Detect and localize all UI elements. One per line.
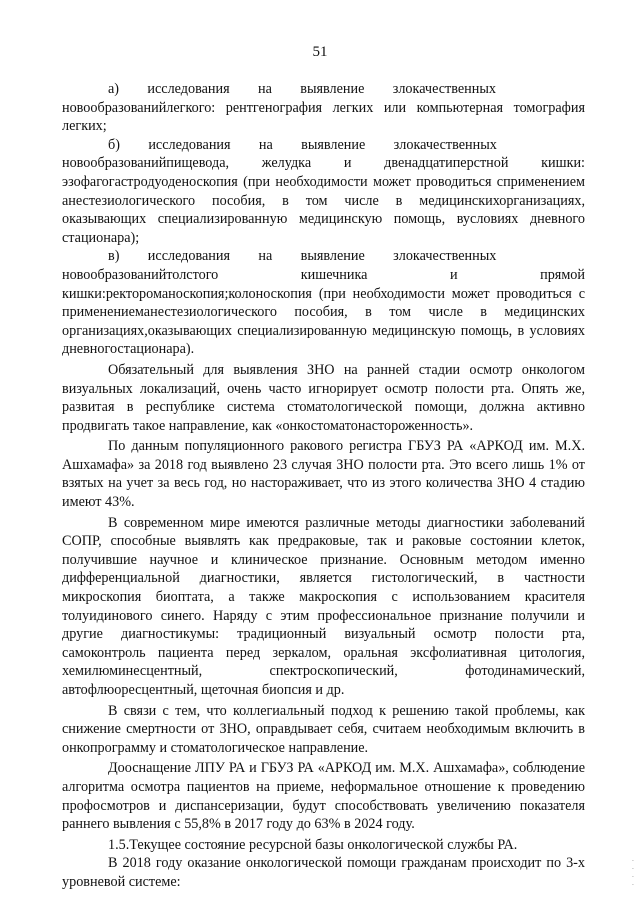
paragraph-collegial-approach: В связи с тем, что коллегиальный подход к решению такой проблемы, как снижение смертности от ЗНО, оправдывает себя, считаем необходимым включить в онкопрограмму и стоматологическое направление. [62, 702, 585, 756]
scan-margin-marks: · · · · [632, 858, 634, 889]
paragraph-esophagus-screening: б) исследования на выявление злокачественных новообразованийпищевода, желудка и двенадцатиперстной кишки: эзофагогастродуоденоскопия (при необходимости может проводиться сприменением анестезиологического пособия, в том числе в медицинскихорганизациях, оказывающих специализированную медицинскую помощь, вусловиях дневного стационара); [62, 136, 585, 246]
paragraph-oral-exam: Обязательный для выявления ЗНО на ранней стадии осмотр онкологом визуальных локализаций, очень часто игнорирует осмотр полости рта. Опять же, развитая в республике система стоматологической помощи, должна активно продвигать такое направление, как «онкостоматонастороженность». [62, 361, 585, 434]
paragraph-lung-screening: а) исследования на выявление злокачественных новообразованийлегкого: рентгенография легких или компьютерная томография легких; [62, 81, 585, 135]
paragraph-equipment-goals: Дооснащение ЛПУ РА и ГБУЗ РА «АРКОД им. М.Х. Ашхамафа», соблюдение алгоритма осмотра пациентов на приеме, неформальное отношение к проведению профосмотров и диспансеризации, будут способствовать увеличению показателя раннего вывления с 55,8% в 2017 году до 63% в 2024 году. [62, 760, 585, 833]
paragraph-three-level-system: В 2018 году оказание онкологической помощи гражданам происходит по 3-х уровневой системе: [62, 855, 585, 890]
page-number: 51 [312, 44, 328, 60]
document-body [62, 80, 585, 892]
paragraph-diagnostic-methods: В современном мире имеются различные методы диагностики заболеваний СОПР, способные выявлять как предраковые, так и раковые состоянии клеток, получившие научное и клиническое признание. Основным методом именно дифференциальной диагностики, является гистологический, в частности микроскопия биоптата, а также макроскопия с использованием красителя толуидинового синего. Наряду с этим профессиональное признание получили и другие диагностикумы: традиционный визуальный осмотр полости рта, самоконтроль пациента перед зеркалом, оральная эксфолиативная цитология, хемилюминесцентный, спектроскопический, фотодинамический, автофлюоресцентный, щеточная биопсия и др. [62, 514, 585, 698]
section-heading-resource-base: 1.5.Текущее состояние ресурсной базы онкологической службы РА. [108, 836, 518, 853]
paragraph-registry-data: По данным популяционного ракового регистра ГБУЗ РА «АРКОД им. М.Х. Ашхамафа» за 2018 год выявлено 23 случая ЗНО полости рта. Это всего лишь 1% от взятых на учет за весь год, но настораживает, что из этого количества ЗНО 4 стадию имеют 43%. [62, 438, 585, 511]
paragraph-colon-screening: в) исследования на выявление злокачественных новообразованийтолстого кишечника и прямой кишки:ректороманоскопия;колоноскопия (при необходимости может проводиться с применениеманестезиологического пособия, в том числе в медицинских организациях,оказывающих специализированную медицинскую помощь, в условиях дневногостационара). [62, 248, 585, 358]
